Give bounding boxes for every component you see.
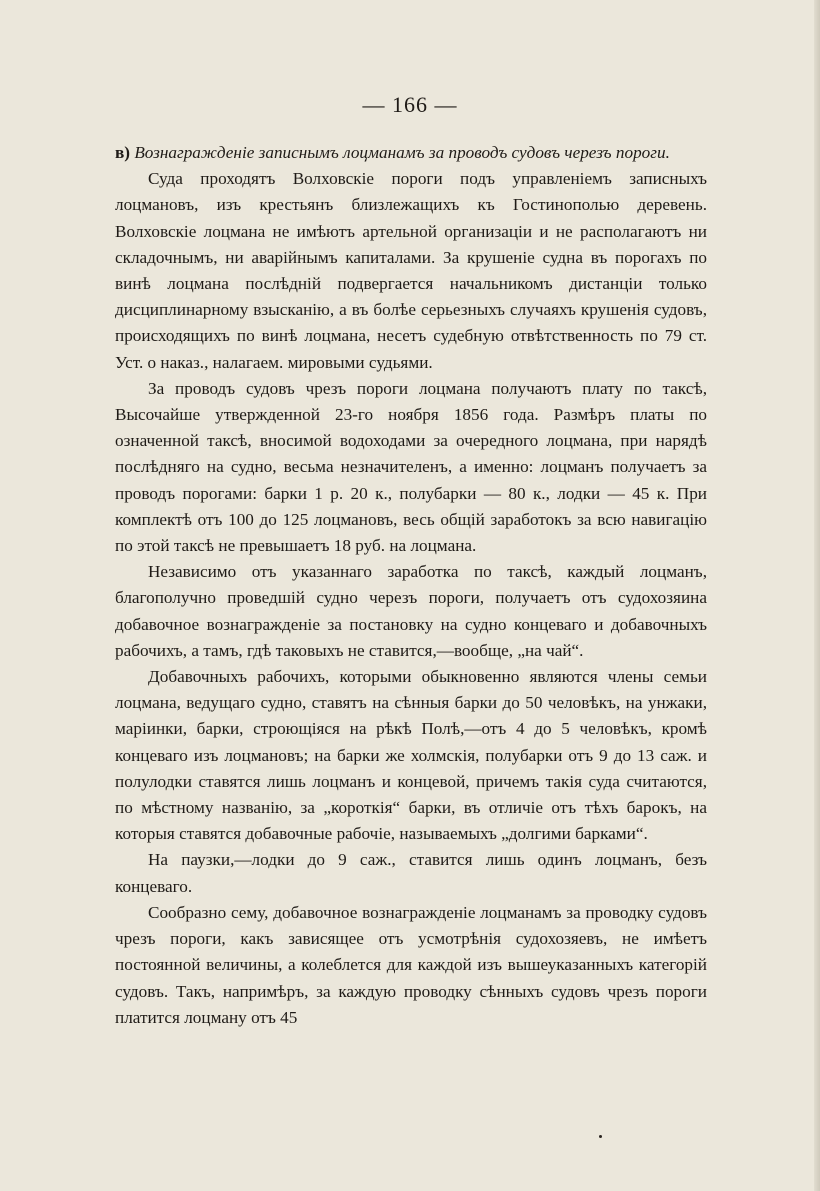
section-heading xyxy=(115,140,707,166)
paragraph-1: Суда проходятъ Волховскіе пороги подъ управленіемъ записныхъ лоцмановъ, изъ крестьянъ близлежащихъ къ Гостинополью деревень. Волховскіе лоцмана не имѣютъ артельной организаціи и не располагаютъ ни складочнымъ, ни аварійнымъ капиталами. За крушеніе судна въ порогахъ по винѣ лоцмана послѣдній подвергается начальникомъ дистанціи только дисциплинарному взысканію, а въ болѣе серьезныхъ случаяхъ крушенія судовъ, происходящихъ по винѣ лоцмана, несетъ судебную отвѣтственность по 79 ст. Уст. о наказ., налагаем. мировыми судьями. xyxy=(115,169,707,372)
section-title: Вознагражденіе записнымъ лоцманамъ за проводъ судовъ черезъ пороги. xyxy=(134,143,670,162)
paragraph-4: Добавочныхъ рабочихъ, которыми обыкновенно являются члены семьи лоцмана, ведущаго судно, ставятъ на сѣнныя барки до 50 человѣкъ, на унжаки, маріинки, барки, строющіяся на рѣкѣ Полѣ,—отъ 4 до 5 человѣкъ, кромѣ концеваго изъ лоцмановъ; на барки же холмскія, полубарки отъ 9 до 13 саж. и полулодки ставятся лишь лоцманъ и концевой, причемъ такія суда считаются, по мѣстному названію, за „короткія“ барки, въ отличіе отъ тѣхъ барокъ, на которыя ставятся добавочные рабочіе, называемыхъ „долгими барками“. xyxy=(115,667,707,844)
ink-speck xyxy=(599,1135,602,1138)
paragraph-5: На паузки,—лодки до 9 саж., ставится лишь одинъ лоцманъ, безъ концеваго. xyxy=(115,850,707,896)
page-number: — 166 — xyxy=(362,92,458,117)
page-edge-shadow xyxy=(814,0,820,1191)
paragraph-6: Сообразно сему, добавочное вознагражденіе лоцманамъ за проводку судовъ чрезъ пороги, какъ зависящее отъ усмотрѣнія судохозяевъ, не имѣетъ постоянной величины, а колеблется для каждой изъ вышеуказанныхъ категорій судовъ. Такъ, напримѣръ, за каждую проводку сѣнныхъ судовъ чрезъ пороги платится лоцману отъ 45 xyxy=(115,902,707,1027)
page-body xyxy=(115,140,707,1031)
section-letter: в) xyxy=(115,143,131,162)
paragraph-2: За проводъ судовъ чрезъ пороги лоцмана получаютъ плату по таксѣ, Высочайше утвержденной 23-го ноября 1856 года. Размѣръ платы по означенной таксѣ, вносимой водоходами за очередного лоцмана, при нарядѣ послѣдняго на судно, весьма незначителенъ, а именно: лоцманъ получаетъ за проводъ порогами: барки 1 р. 20 к., полубарки — 80 к., лодки — 45 к. При комплектѣ отъ 100 до 125 лоцмановъ, весь общій заработокъ за всю навигацію по этой таксѣ не превышаетъ 18 руб. на лоцмана. xyxy=(115,378,707,556)
paragraph-3: Независимо отъ указаннаго заработка по таксѣ, каждый лоцманъ, благополучно проведшій судно черезъ пороги, получаетъ отъ судохозяина добавочное вознагражденіе за постановку на судно концеваго и добавочныхъ рабочихъ, а тамъ, гдѣ таковыхъ не ставится,—вообще, „на чай“. xyxy=(115,562,707,660)
